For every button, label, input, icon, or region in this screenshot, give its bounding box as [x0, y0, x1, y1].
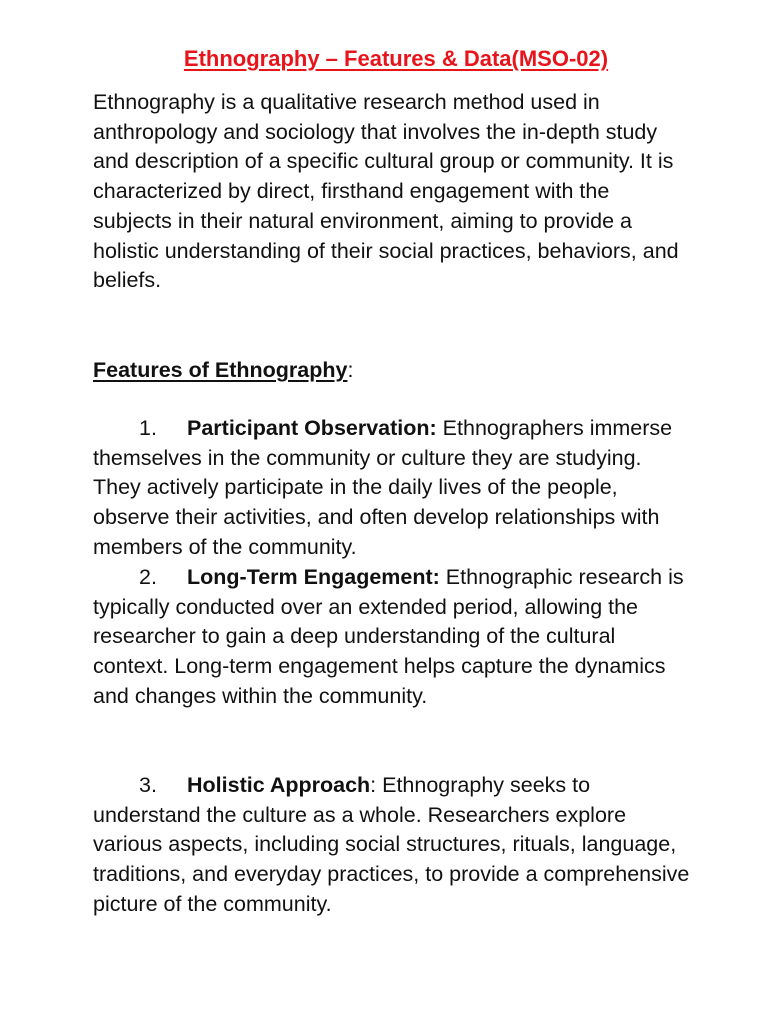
- feature-term: Holistic Approach: [187, 773, 371, 797]
- feature-item-participant-observation: [93, 414, 693, 563]
- feature-text: Ethnographic research is typically conducted over an extended period, allowing the researcher to gain a deep understanding of the cultural context. Long-term engagement helps capture the dynamics and changes within the community.: [93, 565, 684, 708]
- feature-term: Long-Term Engagement:: [187, 565, 440, 589]
- feature-number: 1.: [139, 416, 157, 440]
- feature-number: 3.: [139, 773, 157, 797]
- feature-item-holistic-approach: [93, 771, 693, 920]
- features-heading: [93, 355, 353, 385]
- features-heading-label: Features of Ethnography: [93, 358, 348, 382]
- intro-paragraph: Ethnography is a qualitative research method used in anthropology and sociology that involves the in-depth study and description of a specific cultural group or community. It is characterized by direct, firsthand engagement with the subjects in their natural environment, aiming to provide a holistic understanding of their social practices, behaviors, and beliefs.: [93, 90, 679, 293]
- feature-text: : Ethnography seeks to understand the culture as a whole. Researchers explore various aspects, including social structures, rituals, language, traditions, and everyday practices, to provide a comprehensive picture of the community.: [93, 773, 690, 916]
- features-heading-colon: :: [347, 358, 354, 382]
- feature-term: Participant Observation:: [187, 416, 437, 440]
- feature-text: Ethnographers immerse themselves in the community or culture they are studying. They actively participate in the daily lives of the people, observe their activities, and often develop relationships with members of the community.: [93, 416, 673, 559]
- feature-number: 2.: [139, 565, 157, 589]
- document-title: Ethnography – Features & Data(MSO-02): [183, 46, 609, 71]
- feature-item-long-term-engagement: [93, 563, 693, 712]
